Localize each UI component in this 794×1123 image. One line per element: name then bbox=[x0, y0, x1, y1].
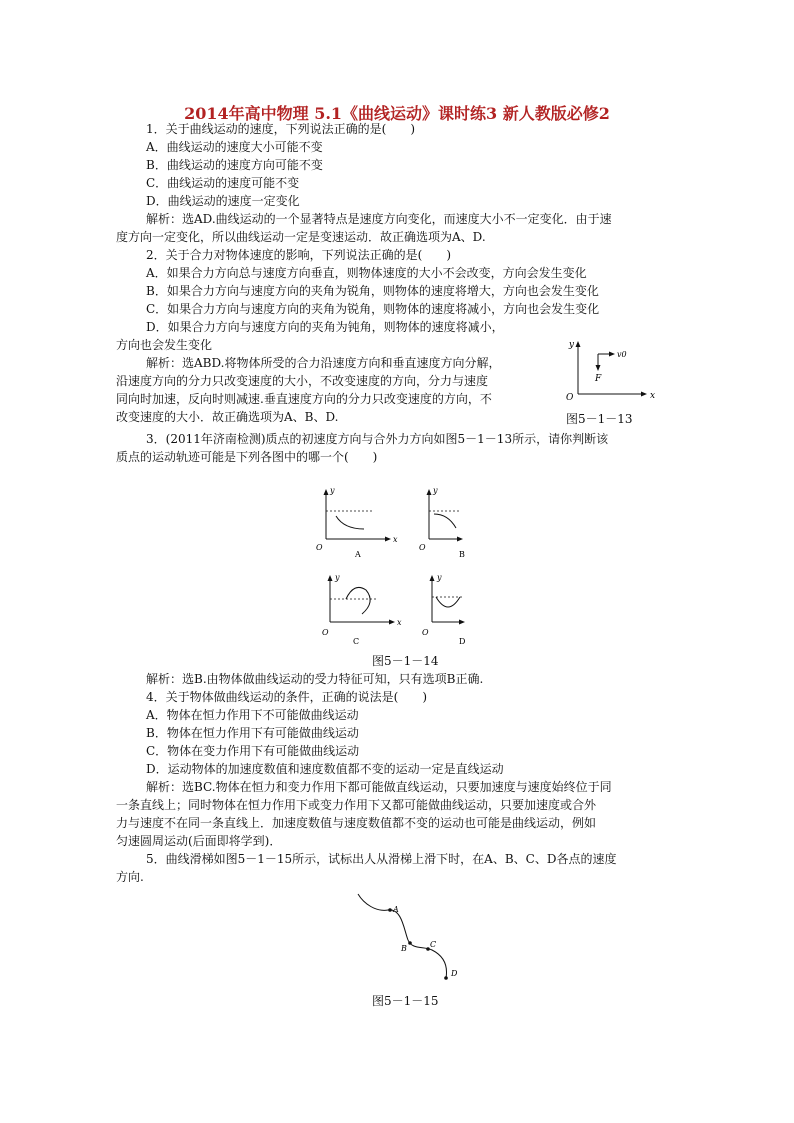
q4-option-b: B．物体在恒力作用下有可能做曲线运动 bbox=[146, 726, 359, 740]
fig14-d-y-label: y bbox=[437, 573, 442, 582]
q2-solution-line2: 沿速度方向的分力只改变速度的大小，不改变速度的方向，分力与速度 bbox=[116, 374, 489, 388]
figure-5-1-14 bbox=[310, 482, 470, 654]
fig14-a-x-label: x bbox=[393, 535, 398, 544]
fig14-a-origin: O bbox=[316, 543, 323, 552]
fig14-c-label: C bbox=[353, 637, 360, 646]
q1-option-b: B．曲线运动的速度方向可能不变 bbox=[146, 158, 323, 172]
q1-stem: 1．关于曲线运动的速度，下列说法正确的是( ) bbox=[146, 122, 415, 136]
q4-option-c: C．物体在变力作用下有可能做曲线运动 bbox=[146, 744, 360, 758]
q3-solution: 解析：选B.由物体做曲线运动的受力特征可知，只有选项B正确. bbox=[146, 672, 484, 686]
fig15-point-c: C bbox=[430, 940, 437, 949]
q5-stem-line1: 5．曲线滑梯如图5－1－15所示，试标出人从滑梯上滑下时，在A、B、C、D各点的速度 bbox=[146, 852, 617, 866]
q3-stem-line1: 3．(2011年济南检测)质点的初速度方向与合外力方向如图5－1－13所示，请你判断该 bbox=[146, 432, 609, 446]
fig14-a-y-label: y bbox=[330, 486, 335, 495]
fig13-origin-label: O bbox=[566, 393, 574, 403]
fig14-d-origin: O bbox=[422, 628, 429, 637]
q1-solution-line2: 度方向一定变化，所以曲线运动一定是变速运动．故正确选项为A、D. bbox=[116, 230, 486, 244]
q1-option-d: D．曲线运动的速度一定变化 bbox=[146, 194, 300, 208]
q1-solution-line1: 解析：选AD.曲线运动的一个显著特点是速度方向变化，而速度大小不一定变化．由于速 bbox=[146, 212, 612, 226]
q2-solution-line4: 改变速度的大小．故正确选项为A、B、D. bbox=[116, 410, 339, 424]
fig14-b-label: B bbox=[459, 550, 465, 559]
q5-stem-line2: 方向. bbox=[116, 870, 144, 884]
fig13-v0-label: v0 bbox=[617, 350, 627, 359]
q4-solution-line2: 一条直线上；同时物体在恒力作用下或变力作用下又都可能做曲线运动，只要加速度或合外 bbox=[116, 798, 597, 812]
fig14-b-origin: O bbox=[419, 543, 426, 552]
fig13-force-label: F bbox=[595, 374, 602, 384]
q4-solution-line4: 匀速圆周运动(后面即将学到)． bbox=[116, 834, 282, 848]
q4-solution-line3: 力与速度不在同一条直线上．加速度数值与速度数值都不变的运动也可能是曲线运动，例如 bbox=[116, 816, 597, 830]
fig14-b-y-label: y bbox=[433, 486, 438, 495]
fig13-caption: 图5－1－13 bbox=[566, 412, 633, 426]
fig14-panel-d bbox=[422, 573, 465, 646]
fig14-panel-a bbox=[316, 486, 398, 559]
q1-option-c: C．曲线运动的速度可能不变 bbox=[146, 176, 300, 190]
q4-option-d: D．运动物体的加速度数值和速度数值都不变的运动一定是直线运动 bbox=[146, 762, 504, 776]
q2-solution-line3: 同向时加速，反向时则减速.垂直速度方向的分力只改变速度的方向，不 bbox=[116, 392, 492, 406]
q3-stem-line2: 质点的运动轨迹可能是下列各图中的哪一个( ) bbox=[116, 450, 378, 464]
q4-option-a: A．物体在恒力作用下不可能做曲线运动 bbox=[146, 708, 359, 722]
q2-solution-line1: 解析：选ABD.将物体所受的合力沿速度方向和垂直速度方向分解， bbox=[146, 356, 501, 370]
fig13-y-label: y bbox=[568, 340, 574, 350]
fig14-c-x-label: x bbox=[397, 618, 402, 627]
q4-stem: 4．关于物体做曲线运动的条件，正确的说法是( ) bbox=[146, 690, 428, 704]
fig15-point-a: A bbox=[393, 905, 399, 914]
page-title: 2014年高中物理 5.1《曲线运动》课时练3 新人教版必修2 bbox=[184, 104, 610, 123]
fig13-x-label: x bbox=[650, 391, 656, 401]
q2-option-d-cont: 方向也会发生变化 bbox=[116, 338, 213, 352]
fig14-a-label: A bbox=[355, 550, 361, 559]
fig15-point-b: B bbox=[401, 944, 407, 953]
fig14-caption: 图5－1－14 bbox=[372, 654, 439, 668]
fig14-c-y-label: y bbox=[335, 573, 340, 582]
q2-option-b: B．如果合力方向与速度方向的夹角为锐角，则物体的速度将增大，方向也会发生变化 bbox=[146, 284, 599, 298]
q1-option-a: A．曲线运动的速度大小可能不变 bbox=[146, 140, 323, 154]
fig15-point-d: D bbox=[451, 969, 458, 978]
fig14-c-origin: O bbox=[322, 628, 329, 637]
figure-5-1-13 bbox=[562, 338, 662, 414]
q4-solution-line1: 解析：选BC.物体在恒力和变力作用下都可能做直线运动，只要加速度与速度始终位于同 bbox=[146, 780, 612, 794]
fig14-panel-c bbox=[322, 573, 402, 646]
q2-option-c: C．如果合力方向与速度方向的夹角为锐角，则物体的速度将减小，方向也会发生变化 bbox=[146, 302, 600, 316]
figure-5-1-15 bbox=[350, 892, 470, 984]
q2-option-a: A．如果合力方向总与速度方向垂直，则物体速度的大小不会改变，方向会发生变化 bbox=[146, 266, 587, 280]
fig15-caption: 图5－1－15 bbox=[372, 994, 439, 1008]
q2-stem: 2．关于合力对物体速度的影响，下列说法正确的是( ) bbox=[146, 248, 452, 262]
fig14-d-label: D bbox=[459, 637, 466, 646]
q2-option-d: D．如果合力方向与速度方向的夹角为钝角，则物体的速度将减小， bbox=[146, 320, 504, 334]
fig14-panel-b bbox=[419, 486, 465, 559]
